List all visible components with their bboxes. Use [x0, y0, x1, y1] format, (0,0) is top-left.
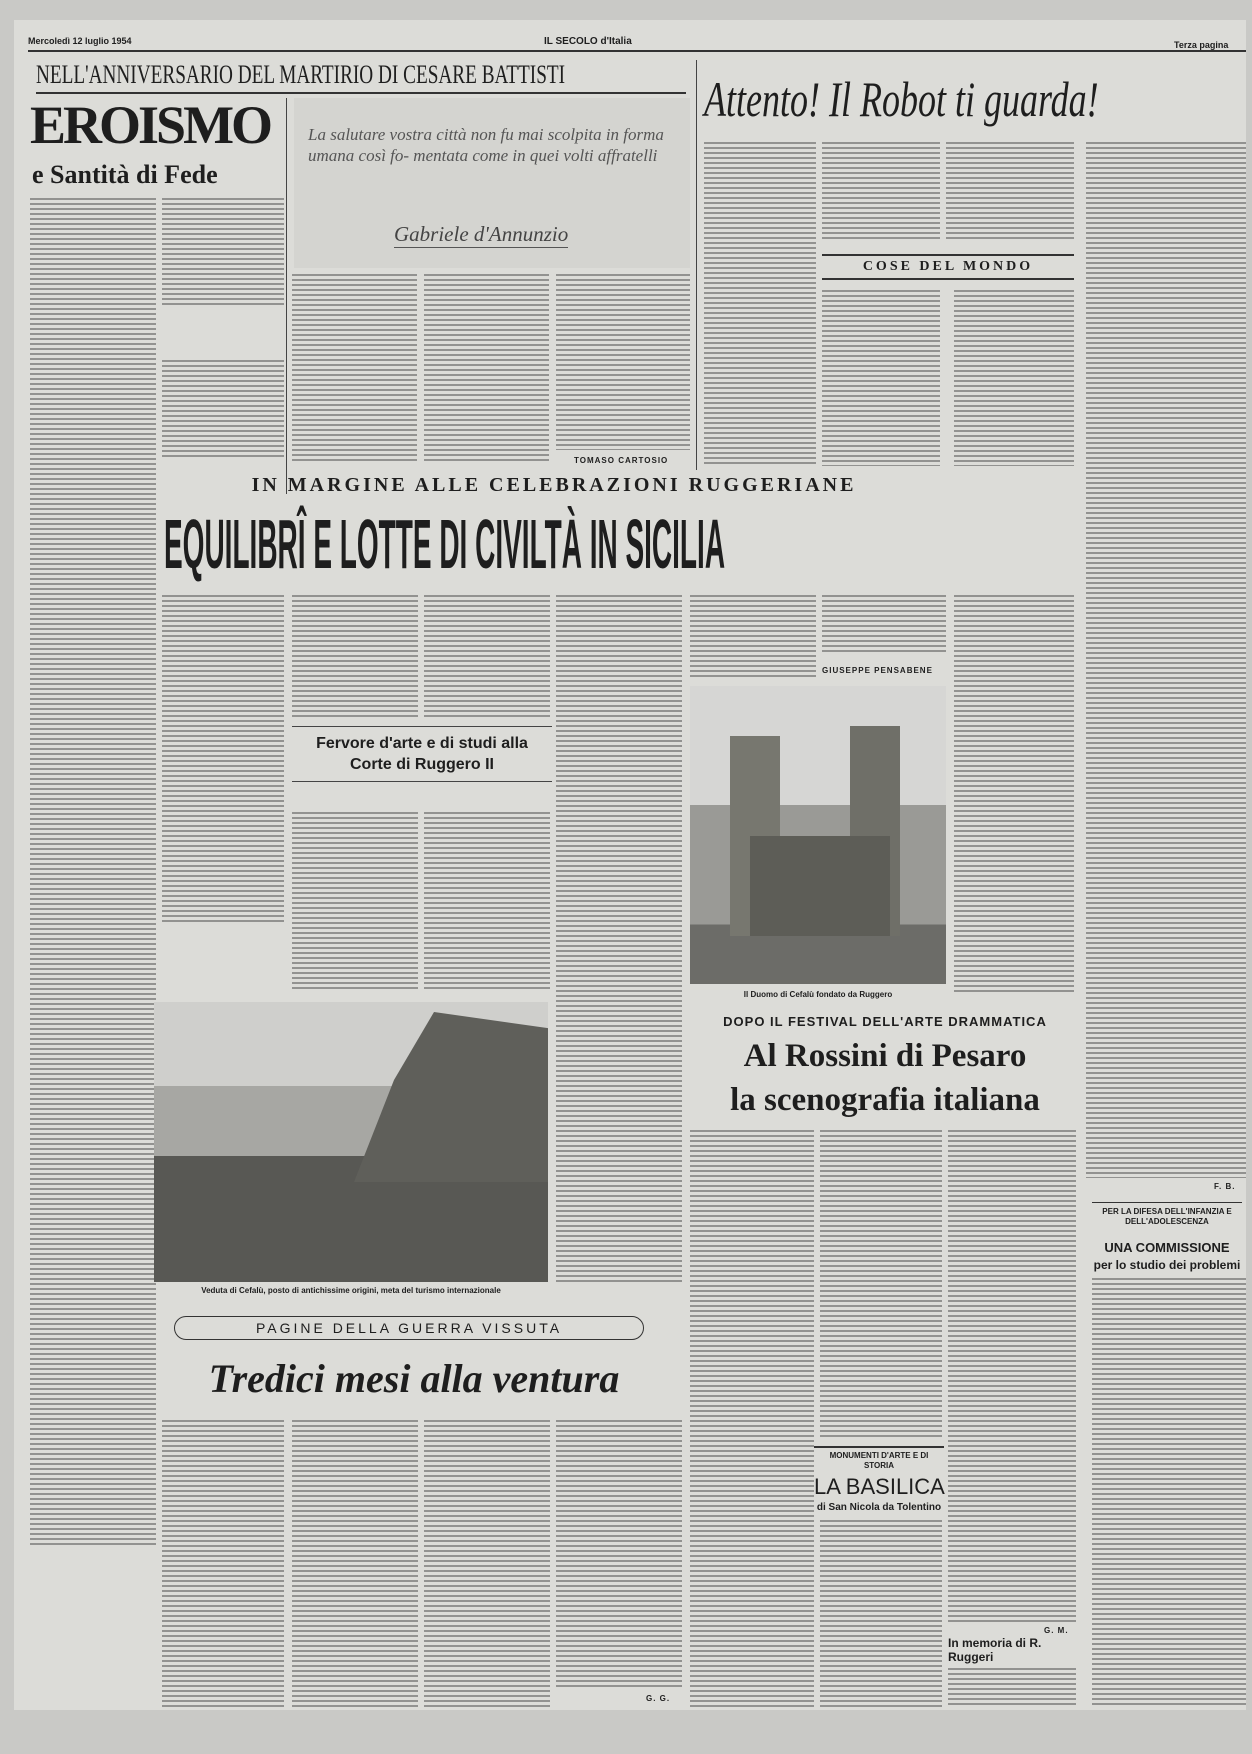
sicilia-body [690, 595, 816, 680]
robot-body [946, 142, 1074, 242]
sicilia-body [822, 595, 946, 655]
dannunzio-quote: La salutare vostra città non fu mai scolpita in forma umana così fo- mentata come in quei volti affratelli [308, 125, 664, 165]
sicilia-title: EQUILIBRÎ E LOTTE DI CIVILTÀ IN SICILIA [164, 505, 726, 583]
pesaro-signature: G. M. [1044, 1626, 1069, 1635]
battisti-body [30, 198, 156, 1548]
pesaro-body [690, 1130, 814, 1708]
column-rule [286, 98, 287, 494]
sicilia-body [424, 595, 550, 720]
ruggeri-body [948, 1668, 1076, 1708]
battisti-kicker: NELL'ANNIVERSARIO DEL MARTIRIO DI CESARE BATTISTI [36, 60, 566, 89]
sicilia-kicker: IN MARGINE ALLE CELEBRAZIONI RUGGERIANE [251, 474, 857, 496]
battisti-body [556, 274, 690, 450]
masthead-rule [28, 50, 1246, 52]
masthead-page: Terza pagina [1174, 40, 1229, 50]
battisti-body [162, 360, 284, 460]
sicilia-body [556, 595, 682, 1285]
infanzia-subtitle: per lo studio dei problemi [1093, 1258, 1241, 1272]
infanzia-title: UNA COMMISSIONE [1104, 1240, 1230, 1255]
basilica-body [820, 1520, 942, 1708]
ruggeri-title: In memoria di R. Ruggeri [948, 1636, 1042, 1664]
dannunzio-quote-box [294, 98, 690, 268]
sicilia-signature: GIUSEPPE PENSABENE [822, 666, 933, 675]
masthead-paper: IL SECOLO d'Italia [544, 36, 632, 47]
pesaro-kicker: DOPO IL FESTIVAL DELL'ARTE DRAMMATICA [723, 1014, 1047, 1029]
basilica-kicker: MONUMENTI D'ARTE E DI STORIA [814, 1446, 944, 1471]
infanzia-kicker: PER LA DIFESA DELL'INFANZIA E DELL'ADOLESCENZA [1092, 1202, 1242, 1227]
landscape-caption: Veduta di Cefalù, posto di antichissime origini, meta del turismo internazionale [201, 1286, 501, 1295]
sicilia-subheadline: Fervore d'arte e di studi alla Corte di Ruggero II [292, 726, 552, 782]
pesaro-title-1: Al Rossini di Pesaro [743, 1038, 1027, 1074]
sicilia-body [162, 595, 284, 925]
cefalu-landscape-photo [154, 1002, 548, 1282]
robot-signature: F. B. [1214, 1182, 1236, 1191]
guerra-body [424, 1420, 550, 1708]
masthead-date: Mercoledì 12 luglio 1954 [28, 36, 132, 46]
guerra-kicker: PAGINE DELLA GUERRA VISSUTA [174, 1316, 644, 1340]
cefalu-cathedral-photo [690, 686, 946, 984]
cliff-rock [354, 1012, 548, 1182]
robot-body [1086, 142, 1246, 1178]
guerra-signature: G. G. [646, 1694, 671, 1703]
pesaro-body [820, 1130, 942, 1438]
infanzia-body [1092, 1278, 1246, 1708]
battisti-body [292, 274, 417, 464]
battisti-signature: TOMASO CARTOSIO [574, 456, 669, 465]
cose-del-mondo-header: COSE DEL MONDO [822, 254, 1074, 280]
robot-body [822, 142, 940, 242]
robot-body [822, 290, 940, 466]
guerra-title: Tredici mesi alla ventura [208, 1356, 620, 1401]
robot-title: Attento! Il Robot ti guarda! [704, 71, 1099, 127]
cathedral-caption: Il Duomo di Cefalù fondato da Ruggero [743, 990, 893, 999]
newspaper-page [14, 20, 1246, 1710]
robot-body [954, 595, 1074, 995]
dannunzio-signature: Gabriele d'Annunzio [394, 222, 569, 246]
basilica-subtitle: di San Nicola da Tolentino [816, 1502, 942, 1513]
battisti-body [424, 274, 549, 464]
cathedral-facade [750, 836, 890, 936]
column-rule [696, 60, 697, 470]
basilica-title: LA BASILICA [814, 1474, 945, 1499]
kicker-underline [36, 92, 686, 94]
battisti-subtitle: e Santità di Fede [32, 160, 218, 189]
guerra-body [162, 1420, 284, 1708]
sicilia-body [292, 595, 418, 720]
pesaro-title-2: la scenografia italiana [730, 1082, 1040, 1118]
guerra-body [292, 1420, 418, 1708]
pesaro-body [948, 1130, 1076, 1624]
sicilia-body [424, 812, 550, 992]
battisti-title: EROISMO [30, 95, 271, 155]
robot-body [704, 142, 816, 467]
guerra-body [556, 1420, 682, 1688]
robot-body [954, 290, 1074, 466]
sicilia-body [292, 812, 418, 992]
battisti-body [162, 198, 284, 308]
